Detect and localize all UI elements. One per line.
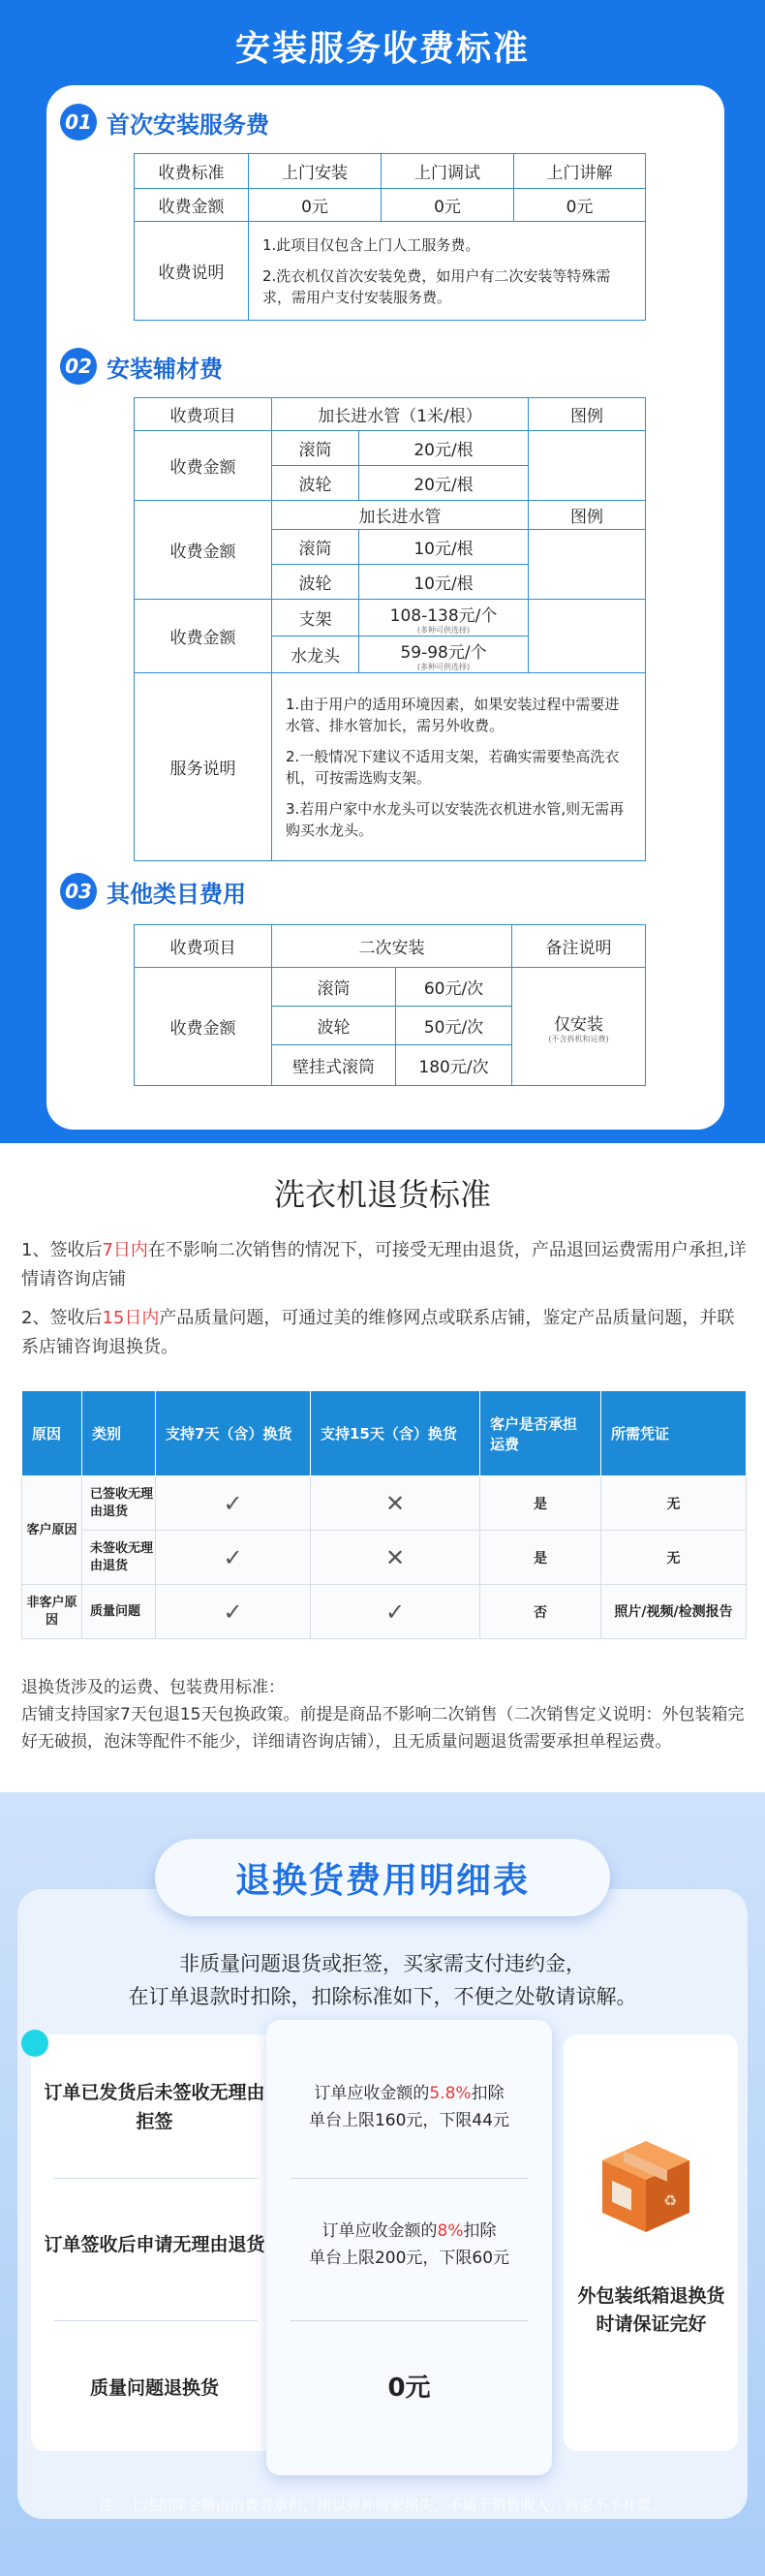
section-02-header [60, 347, 223, 386]
table-cell [359, 636, 529, 673]
packaging-column [564, 2034, 738, 2451]
proof-cell: 无 [601, 1476, 747, 1531]
remark: 仅安装 [554, 1014, 603, 1035]
divider [291, 2178, 528, 2179]
table-cell: 60元/次 [396, 968, 512, 1007]
decor-dot [21, 2030, 48, 2057]
percent: 8% [437, 2221, 464, 2241]
service-note: 2.一般情况下建议不适用支架，若确实需要垫高洗衣机，可按需选购支架。 [286, 747, 620, 787]
table-row [22, 1585, 747, 1639]
table-cell: 服务说明 [135, 673, 272, 861]
table-cell: 上门讲解 [514, 154, 646, 189]
scenario-label: 订单已发货后未签收无理由拒签 [44, 2082, 265, 2132]
table-cell: 图例 [529, 501, 646, 530]
table-cell: 20元/根 [359, 431, 529, 466]
table-cell: 上门安装 [249, 154, 382, 189]
category-cell: 质量问题 [82, 1585, 156, 1639]
text: 订单应收金额的 [314, 2084, 430, 2103]
price-note: (多种可供选择) [416, 662, 471, 671]
fee-standard-title: 退换货涉及的运费、包装费用标准： [21, 1678, 285, 1697]
section-01-header [60, 103, 269, 141]
table-header: 支持15天（含）换货 [311, 1391, 480, 1476]
intro-line: 在订单退款时扣除，扣除标准如下，不便之处敬请谅解。 [128, 1985, 637, 2008]
text: 产品质量问题，可通过美的维修网点或联系店铺，鉴定产品质量问题，并联系店铺咨询退换货。 [21, 1308, 735, 1357]
table-header: 类别 [82, 1391, 156, 1476]
other-fees-table [134, 924, 646, 1086]
divider [291, 2320, 528, 2321]
table-cell: 收费标准 [135, 154, 249, 189]
table-cell: 收费金额 [135, 501, 272, 600]
table-cell: 图例 [529, 398, 646, 431]
table-cell: 180元/次 [396, 1045, 512, 1086]
remark-cell [512, 968, 646, 1086]
deduction-zero: 0元 [387, 2374, 431, 2403]
reason-cell: 非客户原因 [22, 1585, 82, 1639]
fee-intro [0, 1947, 765, 2013]
limit-text: 单台上限160元，下限44元 [308, 2111, 510, 2130]
text: 扣除 [471, 2084, 505, 2103]
table-cell: 加长进水管（1米/根） [272, 398, 529, 431]
service-notes-cell [272, 673, 646, 861]
table-cell: 0元 [382, 189, 514, 222]
scenario-label: 质量问题退换货 [89, 2377, 219, 2399]
table-cell: 波轮 [272, 1007, 396, 1045]
check-icon: ✓ [156, 1585, 311, 1639]
illustration-cell [529, 530, 646, 600]
install-fee-title: 安装服务收费标准 [234, 29, 530, 69]
table-cell: 波轮 [272, 565, 359, 600]
price-note: (多种可供选择) [416, 625, 471, 635]
table-cell: 收费金额 [135, 189, 249, 222]
table-cell [359, 600, 529, 636]
freight-cell: 是 [480, 1476, 601, 1531]
category-cell: 已签收无理由退货 [82, 1476, 156, 1531]
table-cell: 0元 [249, 189, 382, 222]
table-cell: 50元/次 [396, 1007, 512, 1045]
fee-standard-text: 店铺支持国家7天包退15天包换政策。前提是商品不影响二次销售（二次销售定义说明：外包装箱完好无破损，泡沫等配件不能少，详细请咨询店铺），且无质量问题退货需要承担单程运费。 [21, 1705, 745, 1752]
highlight: 7日内 [102, 1240, 148, 1260]
table-header: 所需凭证 [601, 1391, 747, 1476]
description-line: 1.此项目仅包含上门人工服务费。 [262, 235, 480, 254]
freight-cell: 否 [480, 1585, 601, 1639]
text: 扣除 [463, 2221, 497, 2241]
text: 2、签收后 [21, 1308, 103, 1328]
table-cell: 水龙头 [272, 636, 359, 673]
table-cell: 备注说明 [512, 925, 646, 968]
intro-line: 非质量问题退货或拒签，买家需支付违约金， [179, 1952, 586, 1975]
deduction-rule [276, 2054, 542, 2160]
table-cell: 收费金额 [135, 600, 272, 673]
category-cell: 未签收无理由退货 [82, 1531, 156, 1585]
check-icon: ✓ [156, 1531, 311, 1585]
table-cell: 10元/根 [359, 530, 529, 565]
limit-text: 单台上限200元，下限60元 [308, 2249, 510, 2268]
divider [54, 2320, 258, 2321]
service-note: 3.若用户家中水龙头可以安装洗衣机进水管,则无需再购买水龙头。 [286, 799, 625, 839]
table-row [22, 1476, 747, 1531]
table-cell: 收费项目 [135, 398, 272, 431]
return-fee-title: 退换货费用明细表 [155, 1839, 610, 1916]
section-title: 首次安装服务费 [107, 110, 269, 139]
table-cell: 滚筒 [272, 530, 359, 565]
section-number: 01 [60, 104, 97, 140]
table-cell: 20元/根 [359, 466, 529, 501]
packaging-note: 外包装纸箱退换货时请保证完好 [577, 2285, 725, 2335]
description-line: 2.洗衣机仅首次安装免费，如用户有二次安装等特殊需求，需用户支付安装服务费。 [262, 266, 611, 306]
section-title: 其他类目费用 [107, 880, 246, 908]
illustration-cell [529, 600, 646, 673]
price: 59-98元/个 [400, 642, 487, 663]
illustration-cell [529, 431, 646, 501]
section-number: 02 [60, 348, 97, 385]
deduction-rule [276, 2191, 542, 2298]
table-cell: 收费金额 [135, 431, 272, 501]
percent: 5.8% [429, 2084, 472, 2103]
table-cell: 加长进水管 [272, 501, 529, 530]
highlight: 15日内 [102, 1308, 160, 1328]
table-cell: 二次安装 [272, 925, 512, 968]
table-cell: 壁挂式滚筒 [272, 1045, 396, 1086]
reason-cell: 客户原因 [22, 1476, 82, 1585]
table-cell: 0元 [514, 189, 646, 222]
package-box-icon [593, 2133, 699, 2240]
section-number: 03 [60, 873, 97, 910]
table-cell: 波轮 [272, 466, 359, 501]
table-header: 原因 [22, 1391, 82, 1476]
return-policy-title: 洗衣机退货标准 [273, 1176, 491, 1213]
return-policy-section [0, 1143, 765, 1792]
service-note: 1.由于用户的适用环境因素，如果安装过程中需要进水管、排水管加长，需另外收费。 [286, 695, 620, 734]
section-03-header [60, 872, 246, 911]
table-cell: 上门调试 [382, 154, 514, 189]
text: 订单应收金额的 [321, 2221, 438, 2241]
cross-icon: ✕ [311, 1476, 480, 1531]
return-fee-section [0, 1792, 765, 2576]
first-install-table [134, 153, 646, 321]
install-fee-section [0, 0, 765, 1143]
return-rule-2 [21, 1304, 748, 1362]
table-header: 客户是否承担运费 [480, 1391, 601, 1476]
check-icon: ✓ [156, 1476, 311, 1531]
section-title: 安装辅材费 [107, 355, 223, 383]
text: 1、签收后 [21, 1240, 103, 1260]
description-cell [249, 222, 646, 321]
price: 108-138元/个 [389, 605, 498, 626]
table-cell: 收费金额 [135, 968, 272, 1086]
remark-note: (不含拆机和运费) [548, 1034, 609, 1043]
scenario-label: 订单签收后申请无理由退货 [44, 2234, 265, 2255]
table-cell: 滚筒 [272, 431, 359, 466]
table-cell: 收费项目 [135, 925, 272, 968]
table-header: 支持7天（含）换货 [156, 1391, 311, 1476]
cross-icon: ✕ [311, 1531, 480, 1585]
table-cell: 支架 [272, 600, 359, 636]
text: 在不影响二次销售的情况下，可接受无理由退货，产品退回运费需用户承担,详情请咨询店铺 [21, 1240, 747, 1289]
table-row [22, 1531, 747, 1585]
freight-cell: 是 [480, 1531, 601, 1585]
fee-footer-note: 注：上述扣除金额由消费者承担，用以弥补商家损失，不属于销售收入，商家不予开票。 [99, 2497, 666, 2514]
proof-cell: 照片/视频/检测报告 [601, 1585, 747, 1639]
table-cell: 收费说明 [135, 222, 249, 321]
return-rule-1 [21, 1236, 748, 1294]
materials-table [134, 397, 646, 861]
table-cell: 10元/根 [359, 565, 529, 600]
proof-cell: 无 [601, 1531, 747, 1585]
table-cell: 滚筒 [272, 968, 396, 1007]
divider [54, 2178, 258, 2179]
check-icon: ✓ [311, 1585, 480, 1639]
svg-text:♻: ♻ [662, 2191, 678, 2210]
return-table [21, 1390, 747, 1639]
